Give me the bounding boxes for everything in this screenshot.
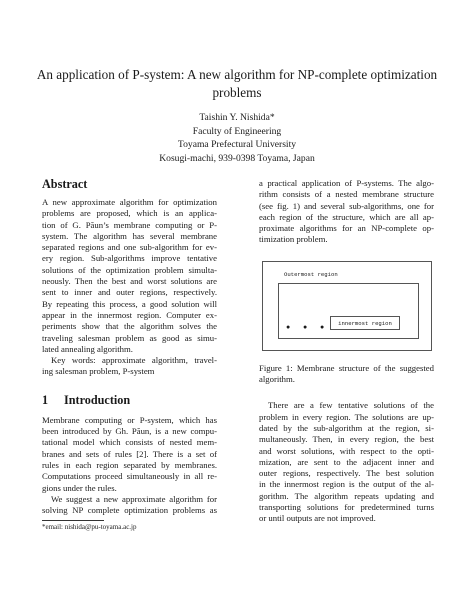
introduction-heading: [42, 392, 217, 408]
left-column: [42, 176, 217, 532]
text-line: solving NP complete optimization problems as: [42, 505, 217, 516]
caption-line: algorithm.: [259, 374, 295, 385]
section-number: 1: [42, 392, 49, 407]
text-line: tational model which consists of nested mem-: [42, 437, 217, 448]
text-line: outer regions, respectively. The best solution: [259, 468, 434, 479]
text-line: lated annealing algorithm.: [42, 343, 133, 354]
abstract-heading: Abstract: [42, 177, 88, 191]
text-line: A new approximate algorithm for optimization: [42, 197, 217, 207]
section-title: Introduction: [64, 392, 131, 407]
figure-caption: [259, 363, 434, 386]
text-line: separated regions and one sub-algorithm for ev-: [42, 242, 217, 253]
author-affiliation: Toyama Prefectural University: [177, 139, 297, 151]
caption-line: Figure 1: Membrane structure of the suggested: [259, 362, 434, 373]
text-line: timization problem.: [259, 234, 328, 245]
paper-title-line: problems: [212, 85, 262, 100]
text-line: branes and sets of rules [2]. There is a set of: [42, 448, 217, 459]
body-text: [259, 400, 434, 524]
abstract-text: [42, 197, 217, 378]
footnote-rule: [42, 520, 104, 521]
text-line: rules in each region separated by membranes.: [42, 459, 217, 470]
text-line: or until outputs are not improved.: [259, 513, 376, 524]
text-line: tion of G. Păun’s membrane computing or P-: [42, 219, 217, 230]
text-line: Membrane computing or P-system, which has: [42, 414, 217, 425]
text-line: sent to inner and outer regions, respectively.: [42, 287, 217, 298]
introduction-text: [42, 415, 217, 517]
text-line: ery region. Sub-algorithms improve tentative: [42, 253, 217, 264]
text-line: mization, are sent to the adjacent inner and: [259, 456, 434, 467]
text-line: solutions of the optimization problem simulta-: [42, 264, 217, 275]
text-line: and worst solutions, with respect to the opti-: [259, 445, 434, 456]
author-address: Kosugi-machi, 939-0398 Toyama, Japan: [159, 152, 315, 164]
keywords-line: ing salesman problem, P-system: [42, 366, 155, 377]
text-line: periments show that the algorithm solves the: [42, 321, 217, 332]
membrane-region-box: [278, 283, 419, 339]
text-line: system. The algorithm has several membrane: [42, 230, 217, 241]
outermost-region-label: Outermost region: [284, 270, 338, 278]
innermost-region-box: innermost region: [330, 316, 400, 330]
continued-text: [259, 178, 434, 246]
footnote-area: [42, 520, 217, 532]
text-line: in the innermost region is the output of the al-: [259, 479, 434, 490]
text-line: appear in the innermost region. Computer ex-: [42, 309, 217, 320]
nested-regions-dots: ● ● ●: [286, 322, 330, 331]
right-column: [259, 178, 434, 525]
paper-title: [20, 66, 454, 102]
membrane-figure: [262, 261, 432, 351]
text-line: a practical application of P-systems. The algo-: [259, 178, 434, 188]
author-affiliation: Faculty of Engineering: [192, 125, 282, 137]
text-line: proximate algorithms for an NP-complete op-: [259, 223, 434, 234]
text-line: Computations proceed simultaneously in all re-: [42, 471, 217, 482]
text-line: multaneously. Then, in every region, the best: [259, 434, 434, 445]
text-line: gorithm. The algorithm repeats updating and: [259, 490, 434, 501]
text-line: gions under the rules.: [42, 482, 117, 493]
text-line: transporting solutions for predetermined turns: [259, 502, 434, 513]
text-line: each region of the structure, which are all ap-: [259, 211, 434, 222]
text-line: neously. Then the best and worst solutions are: [42, 276, 217, 287]
keywords-line: Key words: approximate algorithm, travel-: [51, 355, 217, 366]
paper-title-line: An application of P-system: A new algorithm for NP-complete optimization: [36, 67, 438, 82]
text-line: problem in every region. The solutions are up-: [259, 411, 434, 422]
text-line: traveling salesman problem as good as simu-: [42, 332, 217, 343]
text-line: By repeating this process, a good solution will: [42, 298, 217, 309]
footnote-email: *email: nishida@pu-toyama.ac.jp: [42, 523, 137, 532]
text-line: dated by the sub-algorithm at the region, si-: [259, 422, 434, 433]
text-line: (see fig. 1) and several sub-algorithms, one for: [259, 200, 434, 211]
text-line: problems are proposed, which is an applica-: [42, 208, 217, 219]
text-line: We suggest a new approximate algorithm for: [51, 493, 217, 504]
text-line: There are a few tentative solutions of the: [268, 400, 434, 411]
author-block: [20, 111, 454, 165]
text-line: been introduced by Gh. Păun, is a new compu-: [42, 426, 217, 437]
text-line: rithm consists of a nested membrane structure: [259, 189, 434, 200]
author-name: Taishin Y. Nishida*: [199, 112, 275, 123]
